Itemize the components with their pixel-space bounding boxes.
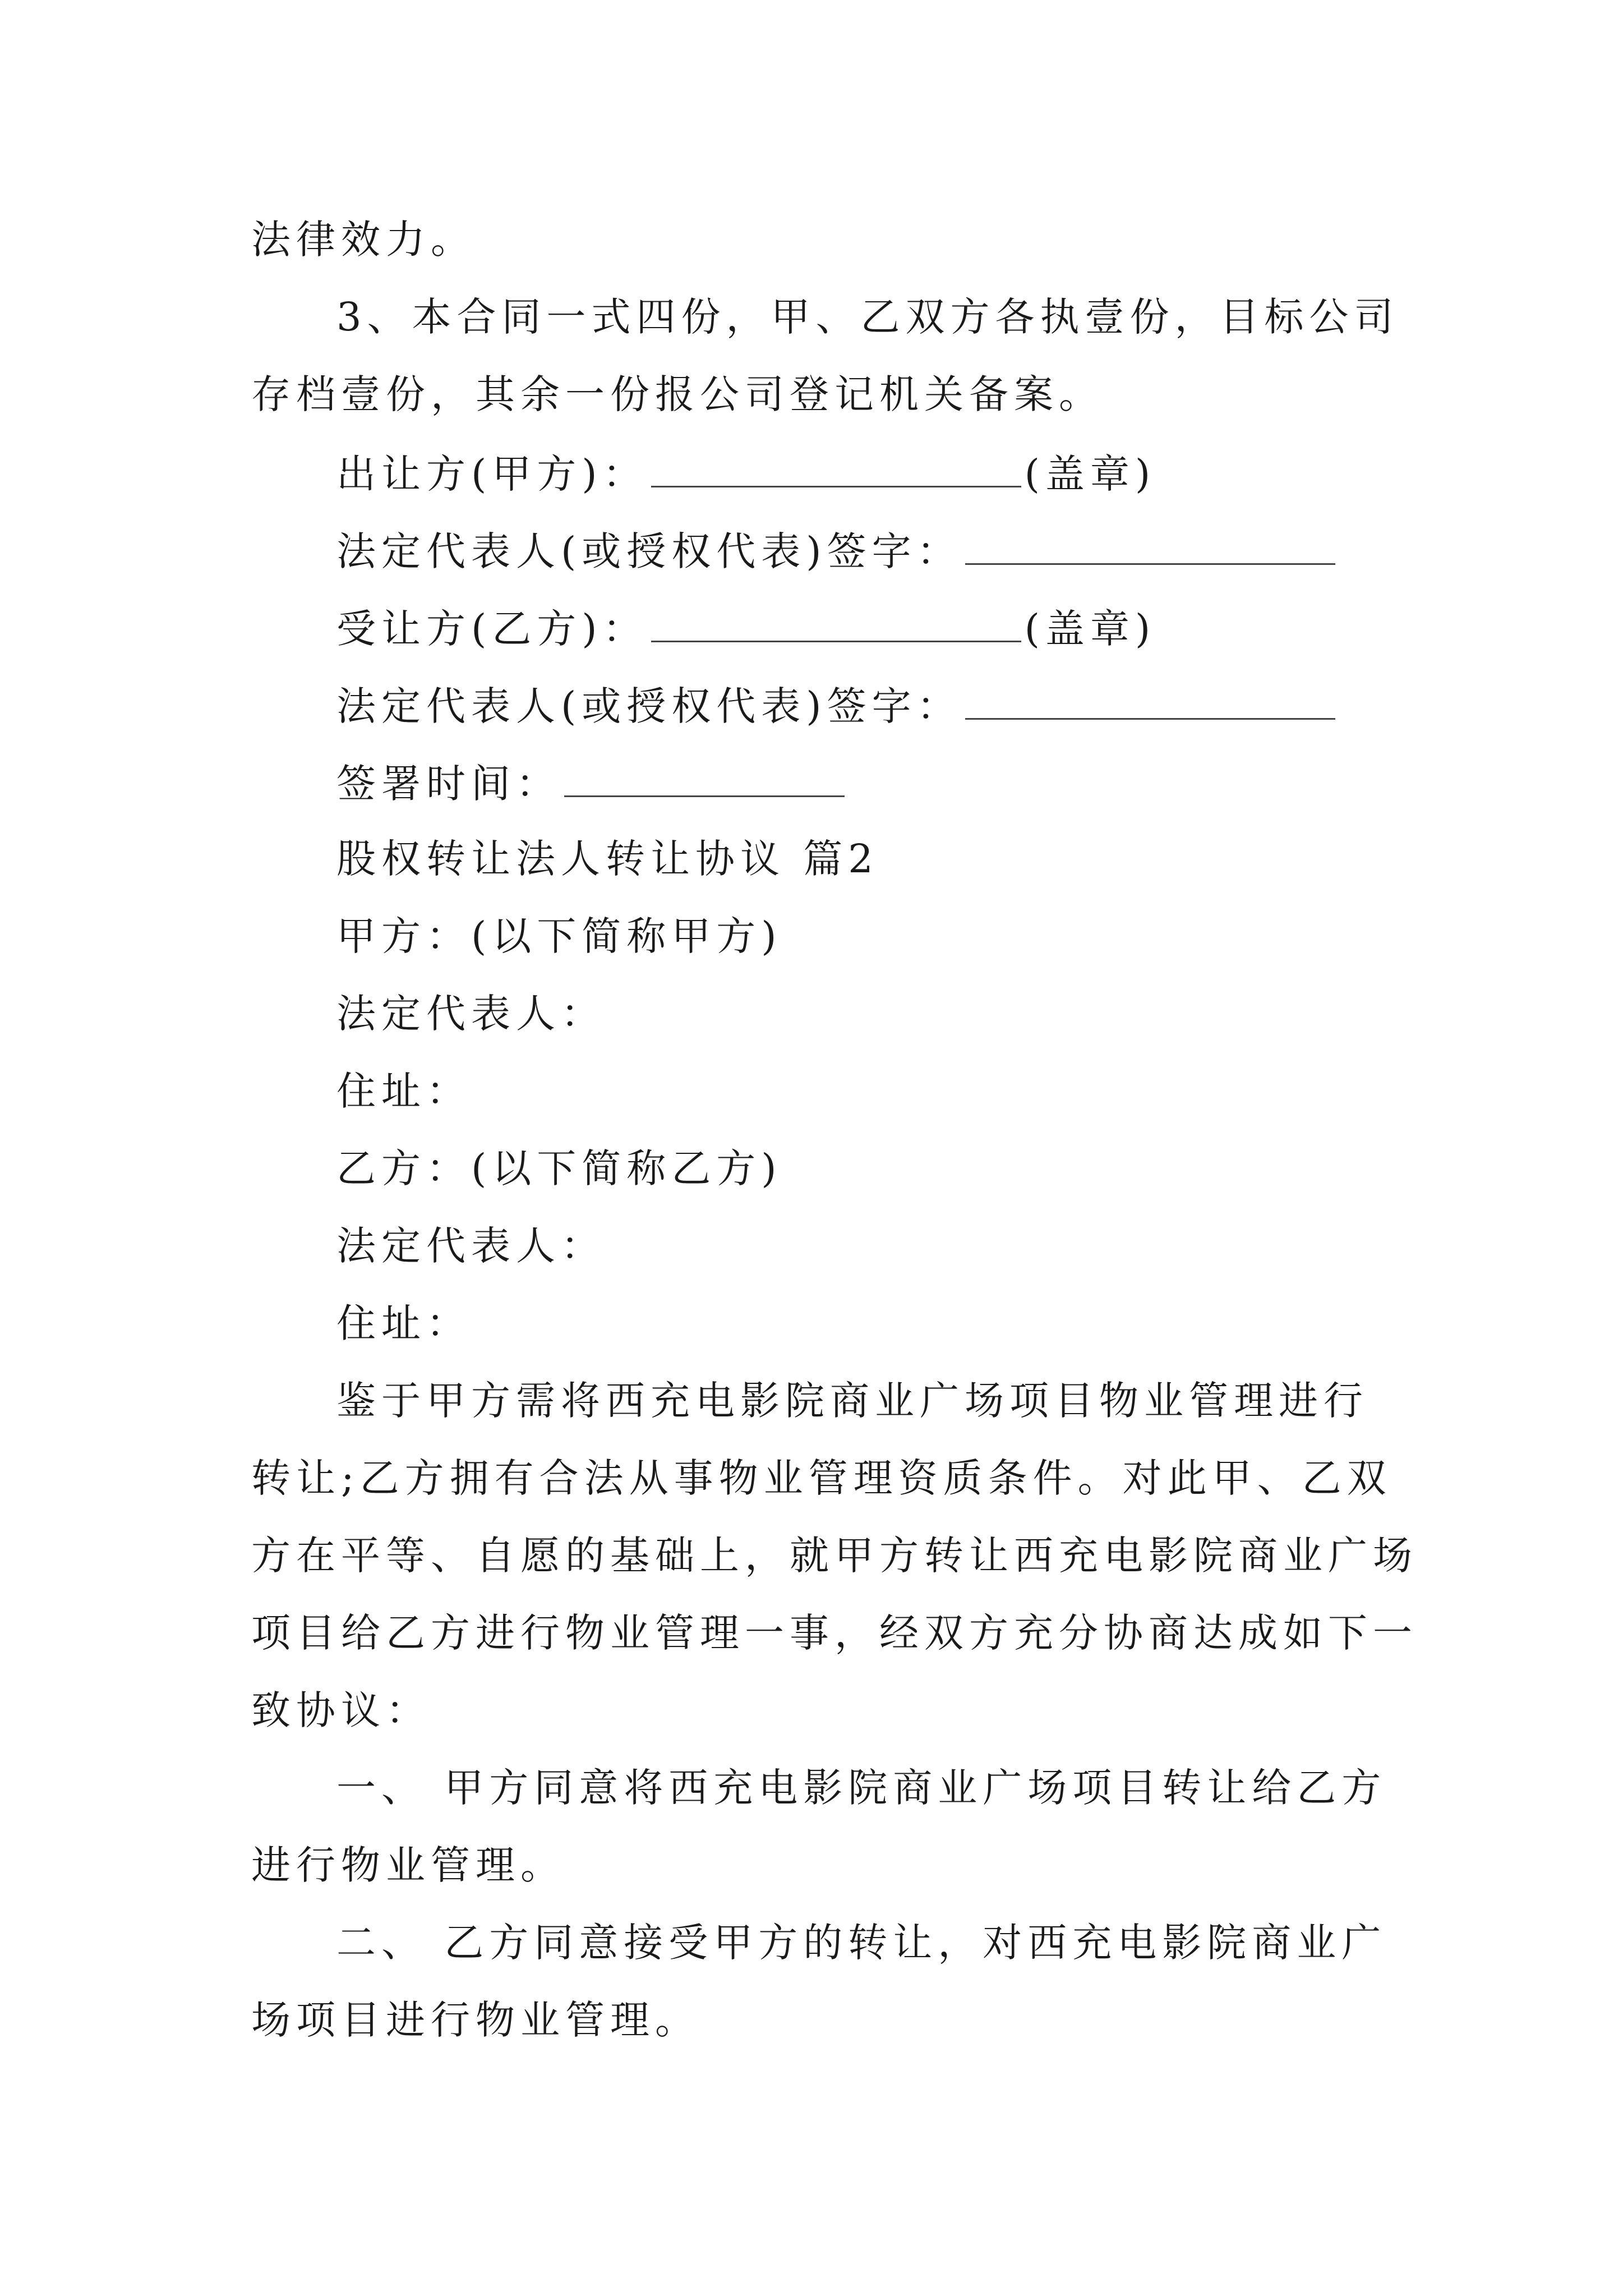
transferor-label: 出让方(甲方)：: [336, 451, 648, 497]
transferor-rep-signature-line: [336, 528, 1339, 574]
party-a: 甲方：(以下简称甲方): [336, 913, 782, 959]
party-b-address: 住址：: [336, 1300, 471, 1346]
preamble-line: 方在平等、自愿的基础上，就甲方转让西充电影院商业广场: [251, 1533, 1418, 1579]
transferee-label: 受让方(乙方)：: [336, 606, 648, 652]
rep-label: 法定代表人(或授权代表)签字：: [336, 683, 962, 729]
preamble-line: 致协议：: [251, 1687, 431, 1733]
party-a-address: 住址：: [336, 1068, 471, 1114]
text-line: 3、本合同一式四份，甲、乙双方各执壹份，目标公司: [336, 294, 1399, 340]
clause-1-line: 一、 甲方同意将西充电影院商业广场项目转让给乙方: [336, 1765, 1387, 1811]
transferee-rep-signature-line: [336, 683, 1339, 729]
date-blank[interactable]: [564, 762, 845, 797]
date-signature-line: [336, 761, 848, 807]
text-line: 存档壹份，其余一份报公司登记机关备案。: [251, 371, 1104, 417]
rep-blank[interactable]: [965, 530, 1335, 565]
party-b-rep: 法定代表人：: [336, 1223, 606, 1269]
clause-2-line: 二、 乙方同意接受甲方的转让，对西充电影院商业广: [336, 1920, 1387, 1966]
text-line: 法律效力。: [251, 217, 476, 263]
party-a-rep: 法定代表人：: [336, 991, 606, 1037]
rep-blank[interactable]: [965, 684, 1335, 720]
seal-label: (盖章): [1024, 606, 1156, 652]
clause-1-line: 进行物业管理。: [251, 1842, 565, 1888]
section-title: 股权转让法人转让协议 篇2: [336, 836, 879, 882]
transferor-blank[interactable]: [651, 452, 1021, 487]
seal-label: (盖章): [1024, 451, 1156, 497]
preamble-line: 鉴于甲方需将西充电影院商业广场项目物业管理进行: [336, 1378, 1368, 1424]
clause-2-line: 场项目进行物业管理。: [251, 1997, 700, 2043]
transferee-signature-line: [336, 606, 1156, 652]
transferee-blank[interactable]: [651, 607, 1021, 642]
party-b: 乙方：(以下简称乙方): [336, 1145, 782, 1191]
rep-label: 法定代表人(或授权代表)签字：: [336, 528, 962, 574]
preamble-line: 项目给乙方进行物业管理一事，经双方充分协商达成如下一: [251, 1610, 1418, 1656]
transferor-signature-line: [336, 451, 1156, 497]
date-label: 签署时间：: [336, 761, 561, 807]
preamble-line: 转让;乙方拥有合法从事物业管理资质条件。对此甲、乙双: [251, 1455, 1392, 1501]
